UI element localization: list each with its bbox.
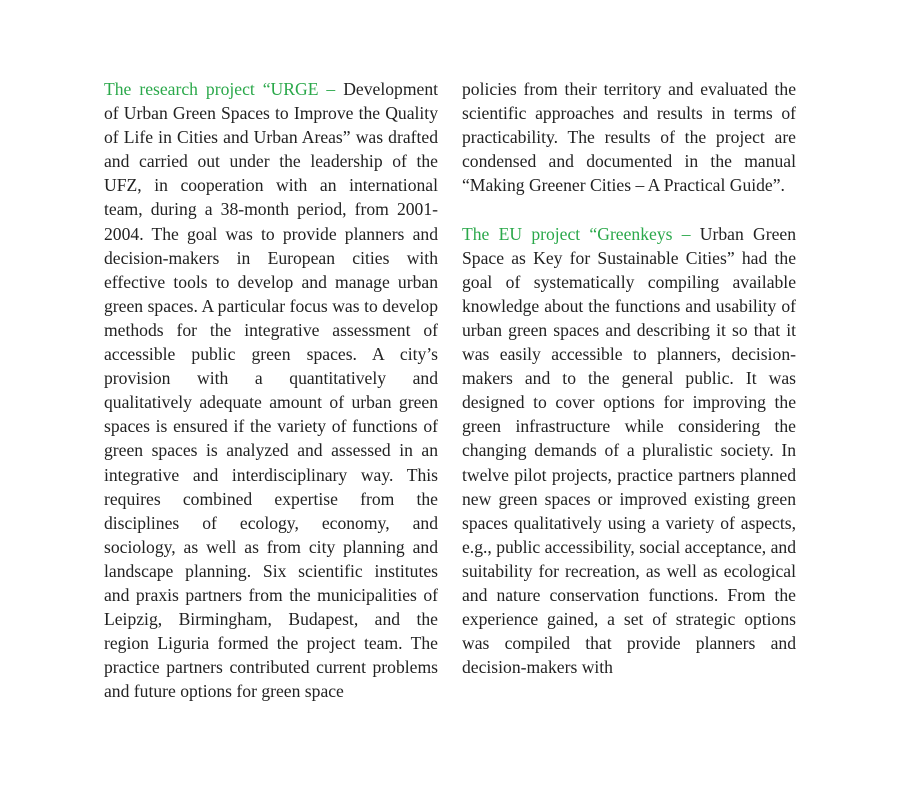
greenkeys-lead-heading: The EU project “Greenkeys –	[462, 223, 700, 244]
urge-body-text: Development of Urban Green Spaces to Improve the Quality of Life in Cities and Urban Areas” was drafted and carried out under the leadership of the UFZ, in cooperation with an international team, during a 38-month period, from 2001-2004. The goal was to provide planners and decision-makers in European cities with effective tools to develop and manage urban green spaces. A particular focus was to develop methods for the integrative assessment of accessible public green spaces. A city’s provision with a quantitatively and qualitatively adequate amount of urban green spaces is ensured if the variety of functions of green spaces is analyzed and assessed in an integrative and interdisciplinary way. This requires combined expertise from the disciplines of ecology, economy, and sociology, as well as from city planning and landscape planning. Six scientific institutes and praxis partners from the municipalities of Leipzig, Birmingham, Budapest, and the region Liguria formed the project team. The practice partners contributed current problems and future options for green space	[104, 79, 438, 702]
greenkeys-body-text: Urban Green Space as Key for Sustainable Cities” had the goal of systematically compiling available knowledge about the functions and usability of urban green spaces and describing it so that it was easily accessible to planners, decision-makers and to the general public. It was designed to cover options for improving the green infrastructure while considering the changing demands of a pluralistic society. In twelve pilot projects, practice partners planned new green spaces or improved existing green spaces qualitatively using a variety of aspects, e.g., public accessibility, social acceptance, and suitability for recreation, as well as ecological and nature conservation functions. From the experience gained, a set of strategic options was compiled that provide planners and decision-makers with	[462, 223, 796, 678]
urge-continuation-text: policies from their territory and evaluated the scientific approaches and results in terms of practicability. The results of the project are condensed and documented in the manual “Making Greener Cities – A Practical Guide”.	[462, 79, 796, 196]
urge-paragraph	[104, 77, 438, 703]
urge-continuation-paragraph	[462, 77, 796, 197]
urge-lead-heading: The research project “URGE –	[104, 79, 344, 99]
right-text-column	[462, 77, 796, 679]
left-text-column	[104, 77, 438, 703]
greenkeys-paragraph	[462, 222, 796, 680]
